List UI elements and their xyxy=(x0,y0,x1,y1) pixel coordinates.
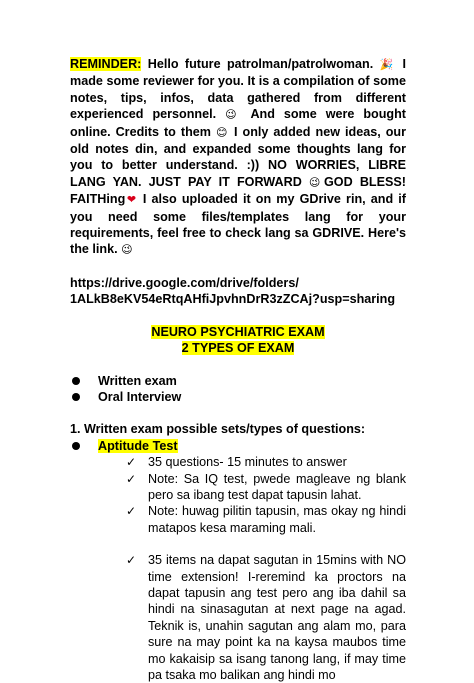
check-text: Note: huwag pilitin tapusin, mas okay ng hindi matapos kesa maraming mali. xyxy=(148,504,406,535)
reminder-greeting: Hello future patrolman/patrolwoman. xyxy=(147,57,374,71)
exam-type-written: Written exam xyxy=(98,373,177,388)
party-icon: 🎉 xyxy=(379,58,397,71)
section-title: 1. Written exam possible sets/types of questions: xyxy=(70,422,366,437)
gdrive-link[interactable] xyxy=(70,275,406,308)
bullet-icon xyxy=(72,442,80,450)
list-item xyxy=(70,373,406,389)
heading-title: NEURO PSYCHIATRIC EXAM xyxy=(151,324,325,339)
reminder-text-3: I only added new ideas, our old notes din, and expanded some thoughts lang for you to better understand. :)) NO WORRIES, LIBRE LANG YAN. JUST PAY IT FORWARD xyxy=(70,124,407,189)
checkmark-icon: ✓ xyxy=(126,455,137,470)
heading-subtitle: 2 TYPES OF EXAM xyxy=(181,341,295,356)
checkmark-icon: ✓ xyxy=(126,553,137,568)
reminder-text-1: I made some reviewer for you. It is a compilation of some notes, tips, infos, data gathered from different experienced personnel. xyxy=(70,57,407,122)
checkmark-icon: ✓ xyxy=(126,504,137,519)
reminder-label: REMINDER: xyxy=(70,57,142,71)
reminder-paragraph xyxy=(70,56,406,259)
list-item xyxy=(70,389,406,405)
exam-types-list xyxy=(70,373,406,406)
exam-type-oral: Oral Interview xyxy=(98,389,182,404)
heart-icon: ❤ xyxy=(125,193,138,207)
check-item xyxy=(70,552,406,683)
list-item xyxy=(70,438,406,454)
wink-icon: 😉 xyxy=(308,175,325,189)
smile-icon: 😊 xyxy=(216,125,229,139)
checkmark-icon: ✓ xyxy=(126,471,137,486)
check-item xyxy=(70,503,406,536)
check-item xyxy=(70,454,406,470)
wink-icon: 😉 xyxy=(121,243,133,257)
wink-icon: 😉 xyxy=(225,108,242,122)
reminder-text-2: And some were bought online. Credits to them xyxy=(70,107,406,139)
link-line-1[interactable]: https://drive.google.com/drive/folders/ xyxy=(70,275,299,290)
check-text: 35 items na dapat sagutan in 15mins with NO time extension! I-reremind ka proctors na dapat tapusin ang test pero ang iba dahil sa hindi na sinasagutan at next page na agad. Teknik is, unahin sagutan ang alam mo, para sure na may point ka na kaysa maubos time mo kakaisip sa isang tanong lang, if may time pa tsaka mo balikan ang hindi mo xyxy=(148,553,406,682)
bullet-icon xyxy=(72,377,80,385)
check-text: 35 questions- 15 minutes to answer xyxy=(148,455,347,470)
check-item xyxy=(70,471,406,504)
aptitude-test-label: Aptitude Test xyxy=(98,438,178,453)
reminder-text-5: I also uploaded it on my GDrive rin, and if you need some files/templates lang for your requirements, feel free to check lang sa GDRIVE. Here's the link. xyxy=(70,192,406,257)
exam-heading xyxy=(70,324,406,357)
bullet-icon xyxy=(72,393,80,401)
check-text: Note: Sa IQ test, pwede magleave ng blank pero sa ibang test dapat tapusin lahat. xyxy=(148,471,406,502)
reminder-text-4: GOD BLESS! FAITHing xyxy=(70,174,407,207)
link-line-2[interactable]: 1ALkB8eKV54eRtqAHfiJpvhnDrR3zZCAj?usp=sharing xyxy=(70,292,396,307)
